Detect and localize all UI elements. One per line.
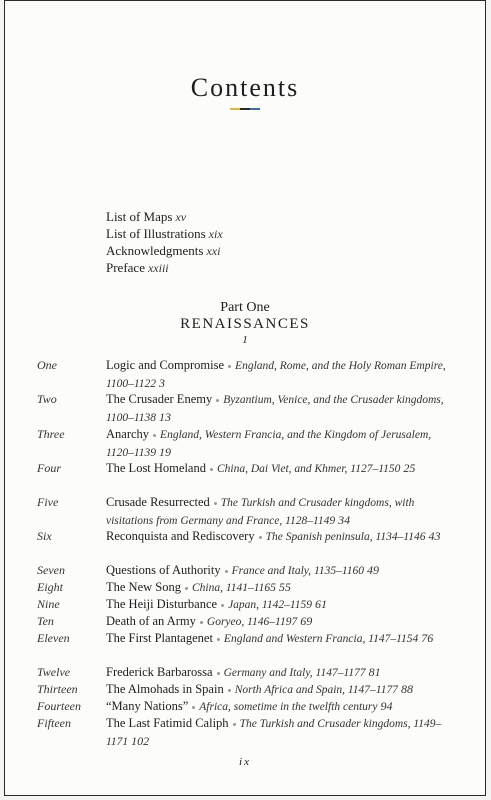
chapter-number: Fifteen <box>37 716 71 730</box>
chapter-body <box>106 460 446 478</box>
chapter-body <box>106 715 446 751</box>
chapter-number: Seven <box>37 563 65 577</box>
front-matter-label: List of Maps <box>106 209 173 224</box>
chapter-entry <box>5 357 485 393</box>
part-page-number: 1 <box>242 334 248 346</box>
front-matter-item <box>106 225 223 242</box>
chapter-number: Six <box>37 529 52 543</box>
chapter-body <box>106 528 446 546</box>
chapter-description: England and Western Francia, 1147–1154 <box>223 633 419 645</box>
separator-dot-icon <box>259 536 262 539</box>
separator-dot-icon <box>221 604 224 607</box>
chapter-title: Frederick Barbarossa <box>106 665 213 679</box>
chapter-body <box>106 562 446 580</box>
front-matter-label: Preface <box>106 260 145 275</box>
separator-dot-icon <box>153 434 156 437</box>
chapter-entry <box>5 630 485 648</box>
chapter-page: 34 <box>338 513 351 527</box>
chapter-body <box>106 664 446 682</box>
chapter-page: 69 <box>300 614 313 628</box>
chapter-page: 88 <box>400 682 413 696</box>
chapter-page: 13 <box>159 410 172 424</box>
chapter-body <box>106 357 446 393</box>
chapter-number: Eight <box>37 580 63 594</box>
chapter-title: Anarchy <box>106 427 150 441</box>
chapter-body <box>106 613 446 631</box>
chapter-number: Thirteen <box>37 682 78 696</box>
separator-dot-icon <box>216 399 219 402</box>
chapter-number: Fourteen <box>37 699 81 713</box>
chapter-entry <box>5 681 485 699</box>
page-folio: ix <box>239 756 251 768</box>
chapter-page: 61 <box>314 597 327 611</box>
chapter-number: Twelve <box>37 665 71 679</box>
chapter-entry <box>5 494 485 530</box>
chapter-title: The Crusader Enemy <box>106 392 213 406</box>
chapter-entry <box>5 562 485 580</box>
front-matter-page: xix <box>208 227 223 241</box>
chapter-description: Japan, 1142–1159 <box>228 599 312 611</box>
part-label: Part One <box>220 300 270 315</box>
chapter-title: The Last Fatimid Caliph <box>106 716 229 730</box>
separator-dot-icon <box>217 672 220 675</box>
chapter-entry <box>5 715 485 751</box>
separator-dot-icon <box>233 723 236 726</box>
chapter-entry <box>5 664 485 682</box>
front-matter-label: Acknowledgments <box>106 243 204 258</box>
chapter-page: 3 <box>159 376 166 390</box>
chapter-page: 19 <box>159 445 172 459</box>
chapter-page: 55 <box>278 580 291 594</box>
front-matter-list <box>106 208 223 276</box>
chapter-description: Germany and Italy, 1147–1177 <box>223 667 366 679</box>
chapter-description: The Spanish peninsula, 1134–1146 <box>265 531 426 543</box>
front-matter-item <box>106 242 223 259</box>
chapter-number: Three <box>37 427 65 441</box>
chapter-title: The New Song <box>106 580 181 594</box>
chapter-description: North Africa and Spain, 1147–1177 <box>234 684 398 696</box>
front-matter-page: xxiii <box>147 261 169 275</box>
chapter-page: 49 <box>367 563 380 577</box>
chapter-description: The Turkish and Crusader kingdoms, 1149–1171 <box>106 718 442 748</box>
chapter-entry <box>5 698 485 716</box>
chapter-body <box>106 681 446 699</box>
chapter-description: Byzantium, Venice, and the Crusader kingdoms, 1100–1138 <box>106 394 444 424</box>
chapter-title: Death of an Army <box>106 614 196 628</box>
chapter-description: England, Rome, and the Holy Roman Empire, 1100–1122 <box>106 360 446 390</box>
chapter-body <box>106 494 446 530</box>
chapter-title: The First Plantagenet <box>106 631 213 645</box>
separator-dot-icon <box>214 502 217 505</box>
chapter-number: Ten <box>37 614 54 628</box>
chapter-number: One <box>37 358 57 372</box>
chapter-body <box>106 596 446 614</box>
part-title: RENAISSANCES <box>180 316 310 332</box>
chapter-number: Nine <box>37 597 60 611</box>
chapter-description: China, 1141–1165 <box>192 582 276 594</box>
chapter-page: 25 <box>403 461 416 475</box>
chapter-description: Africa, sometime in the twelfth century <box>199 701 378 713</box>
ornament-icon <box>230 108 260 112</box>
chapter-number: Five <box>37 495 59 509</box>
chapter-body <box>106 426 446 462</box>
chapter-page: 94 <box>380 699 393 713</box>
chapter-title: Reconquista and Rediscovery <box>106 529 255 543</box>
chapter-number: Eleven <box>37 631 70 645</box>
chapter-title: The Lost Homeland <box>106 461 206 475</box>
separator-dot-icon <box>210 468 213 471</box>
chapter-title: Crusade Resurrected <box>106 495 210 509</box>
front-matter-page: xxi <box>206 244 221 258</box>
chapter-description: China, Dai Viet, and Khmer, 1127–1150 <box>216 463 401 475</box>
chapter-entry <box>5 596 485 614</box>
chapter-entry <box>5 579 485 597</box>
chapter-body <box>106 391 446 427</box>
chapter-description: Goryeo, 1146–1197 <box>206 616 298 628</box>
separator-dot-icon <box>228 689 231 692</box>
chapter-entry <box>5 613 485 631</box>
chapter-entry <box>5 426 485 462</box>
front-matter-page: xv <box>175 210 187 224</box>
book-page <box>4 0 486 796</box>
chapter-description: The Turkish and Crusader kingdoms, with visitations from Germany and France, 1128–1149 <box>106 497 415 527</box>
chapter-page: 76 <box>421 631 434 645</box>
chapter-title: The Almohads in Spain <box>106 682 224 696</box>
chapter-description: France and Italy, 1135–1160 <box>231 565 365 577</box>
chapter-number: Four <box>37 461 61 475</box>
chapter-entry <box>5 460 485 478</box>
separator-dot-icon <box>225 570 228 573</box>
chapter-title: Logic and Compromise <box>106 358 225 372</box>
separator-dot-icon <box>228 365 231 368</box>
chapter-entry <box>5 528 485 546</box>
chapter-number: Two <box>37 392 57 406</box>
front-matter-label: List of Illustrations <box>106 226 206 241</box>
chapter-title: Questions of Authority <box>106 563 221 577</box>
separator-dot-icon <box>217 638 220 641</box>
front-matter-item <box>106 259 223 276</box>
page-title: Contents <box>190 73 300 102</box>
chapter-page: 81 <box>368 665 381 679</box>
front-matter-item <box>106 208 223 225</box>
separator-dot-icon <box>192 706 195 709</box>
chapter-entry <box>5 391 485 427</box>
separator-dot-icon <box>185 587 188 590</box>
separator-dot-icon <box>200 621 203 624</box>
chapter-page: 102 <box>131 734 150 748</box>
chapter-body <box>106 579 446 597</box>
chapter-page: 43 <box>428 529 441 543</box>
chapter-description: England, Western Francia, and the Kingdom of Jerusalem, 1120–1139 <box>106 429 432 459</box>
chapter-title: “Many Nations” <box>106 699 189 713</box>
chapter-body <box>106 630 446 648</box>
chapter-title: The Heiji Disturbance <box>106 597 218 611</box>
chapter-body <box>106 698 446 716</box>
